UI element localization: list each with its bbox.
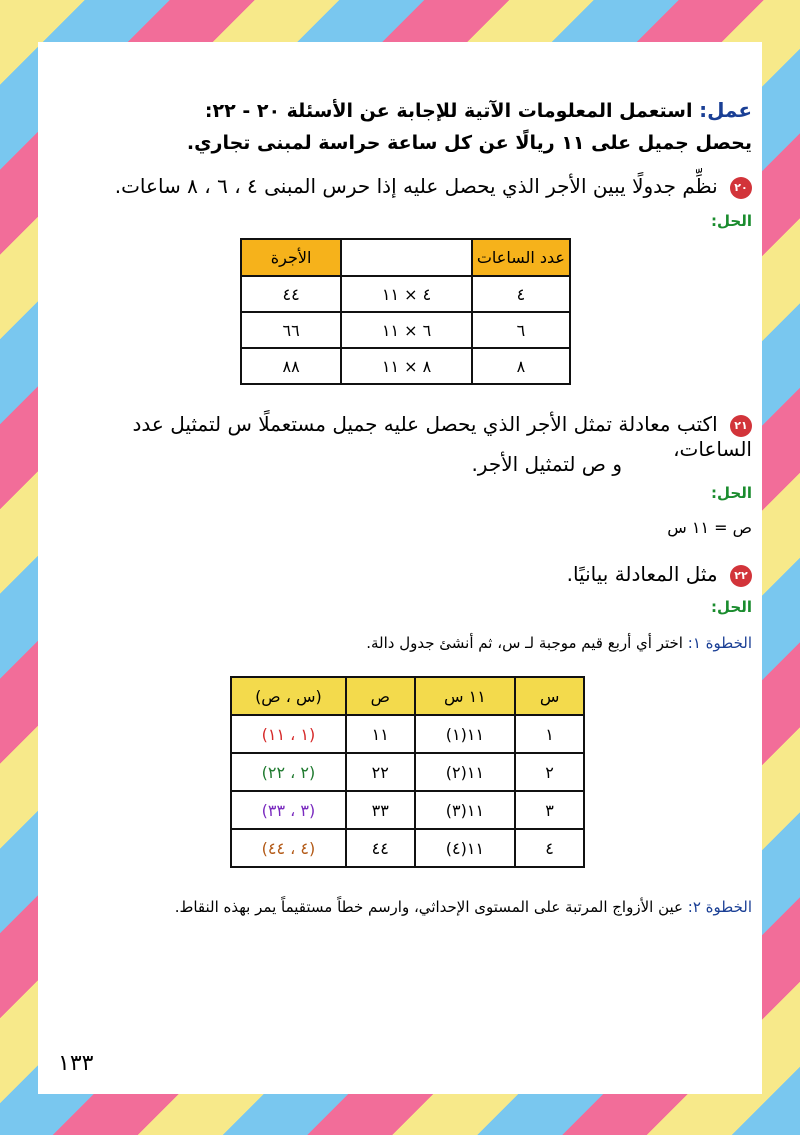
table-header: (س ، ص)	[231, 677, 346, 715]
table-row	[231, 753, 584, 791]
table-cell: ٨ × ١١	[341, 348, 472, 384]
table-cell: ٦٦	[241, 312, 341, 348]
step-1-text: اختر أي أربع قيم موجبة لـ س، ثم أنشئ جدول دالة.	[366, 634, 683, 652]
table-row	[241, 348, 570, 384]
question-41	[48, 412, 752, 461]
table-cell: ٨	[472, 348, 570, 384]
solution-label: الحل:	[711, 598, 752, 616]
function-table	[230, 676, 585, 868]
intro-line	[48, 98, 752, 122]
question-number-badge: ٢٠	[730, 177, 752, 199]
table-cell: ٤ × ١١	[341, 276, 472, 312]
step-1	[366, 634, 752, 652]
step-2	[48, 898, 752, 916]
table-cell: ٦	[472, 312, 570, 348]
table-row	[241, 312, 570, 348]
ordered-pair-cell: (٤ ، ٤٤)	[231, 829, 346, 867]
table-cell: ١١(٤)	[415, 829, 516, 867]
question-42	[567, 562, 752, 587]
question-42-text: مثل المعادلة بيانيًا.	[566, 562, 718, 586]
intro-context: يحصل جميل على ١١ ريالًا عن كل ساعة حراسة لمبنى تجاري.	[186, 132, 752, 154]
table-header: س	[515, 677, 584, 715]
table-row	[241, 276, 570, 312]
intro-text: استعمل المعلومات الآتية للإجابة عن الأسئلة ٢٠ - ٢٢:	[204, 100, 693, 122]
table-row	[231, 715, 584, 753]
table-cell: ١١	[346, 715, 415, 753]
table-header: ١١ س	[415, 677, 516, 715]
table-cell: ٢٢	[346, 753, 415, 791]
table-header	[341, 239, 472, 276]
question-40-text: نظِّم جدولًا يبين الأجر الذي يحصل عليه إذا حرس المبنى ٤ ، ٦ ، ٨ ساعات.	[114, 174, 718, 198]
table-header: عدد الساعات	[472, 239, 570, 276]
table-cell: ١١(٣)	[415, 791, 516, 829]
page	[38, 42, 762, 1094]
intro-label: عمل:	[699, 98, 752, 122]
question-40	[48, 174, 752, 199]
table-cell: ٦ × ١١	[341, 312, 472, 348]
step-2-text: عين الأزواج المرتبة على المستوى الإحداثي، وارسم خطاً مستقيماً يمر بهذه النقاط.	[174, 898, 683, 916]
table-row	[231, 791, 584, 829]
step-2-label: الخطوة ٢:	[687, 898, 752, 916]
table-cell: ٤٤	[346, 829, 415, 867]
table-cell: ٣٣	[346, 791, 415, 829]
table-cell: ١	[515, 715, 584, 753]
wage-table	[240, 238, 571, 385]
ordered-pair-cell: (٢ ، ٢٢)	[231, 753, 346, 791]
table-cell: ٢	[515, 753, 584, 791]
table-cell: ٨٨	[241, 348, 341, 384]
solution-label: الحل:	[711, 484, 752, 502]
page-number: ١٣٣	[58, 1051, 94, 1076]
table-cell: ١١(١)	[415, 715, 516, 753]
table-row	[231, 829, 584, 867]
question-41-text-line2: و ص لتمثيل الأجر.	[471, 452, 622, 476]
ordered-pair-cell: (٣ ، ٣٣)	[231, 791, 346, 829]
question-41-text: اكتب معادلة تمثل الأجر الذي يحصل عليه جميل مستعملًا س لتمثيل عدد الساعات،	[132, 412, 752, 461]
table-cell: ٤	[515, 829, 584, 867]
step-1-label: الخطوة ١:	[687, 634, 752, 652]
table-header: الأجرة	[241, 239, 341, 276]
solution-label: الحل:	[711, 212, 752, 230]
table-cell: ٣	[515, 791, 584, 829]
table-cell: ٤٤	[241, 276, 341, 312]
table-header: ص	[346, 677, 415, 715]
equation-answer: ص = ١١ س	[667, 518, 752, 537]
ordered-pair-cell: (١ ، ١١)	[231, 715, 346, 753]
question-number-badge: ٢١	[730, 415, 752, 437]
table-cell: ٤	[472, 276, 570, 312]
table-cell: ١١(٢)	[415, 753, 516, 791]
question-number-badge: ٢٢	[730, 565, 752, 587]
